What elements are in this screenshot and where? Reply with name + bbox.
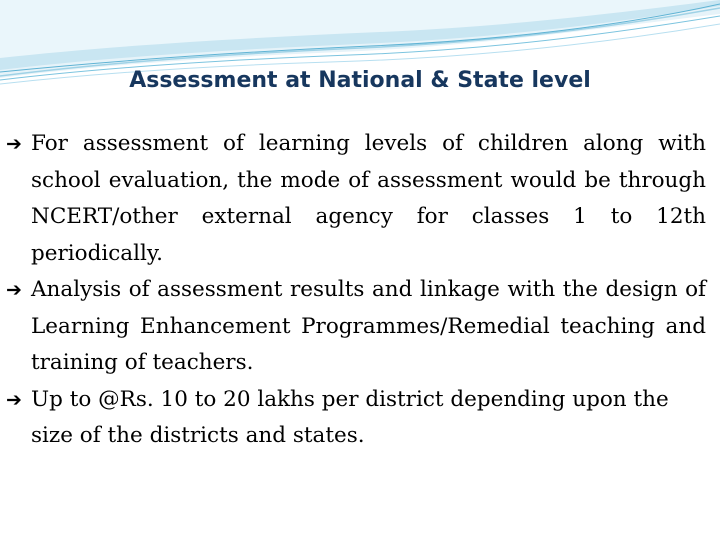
arrow-checkmark-icon: ➔ [6, 388, 22, 411]
arrow-checkmark-icon: ➔ [6, 133, 22, 155]
bullet-item [6, 382, 706, 455]
bullet-text: Up to @Rs. 10 to 20 lakhs per district depending upon the size of the districts and states. [31, 386, 669, 448]
bullet-item [6, 272, 706, 382]
arrow-checkmark-icon: ➔ [6, 279, 22, 301]
bullet-item [6, 126, 706, 272]
bullet-text: Analysis of assessment results and linkage with the design of Learning Enhancement Programmes/Remedial teaching and training of teachers. [31, 277, 706, 375]
bullet-text: For assessment of learning levels of children along with school evaluation, the mode of assessment would be through NCERT/other external agency for classes 1 to 12th periodically. [31, 131, 706, 266]
slide-title: Assessment at National & State level [129, 68, 591, 93]
bullet-list [6, 126, 706, 455]
